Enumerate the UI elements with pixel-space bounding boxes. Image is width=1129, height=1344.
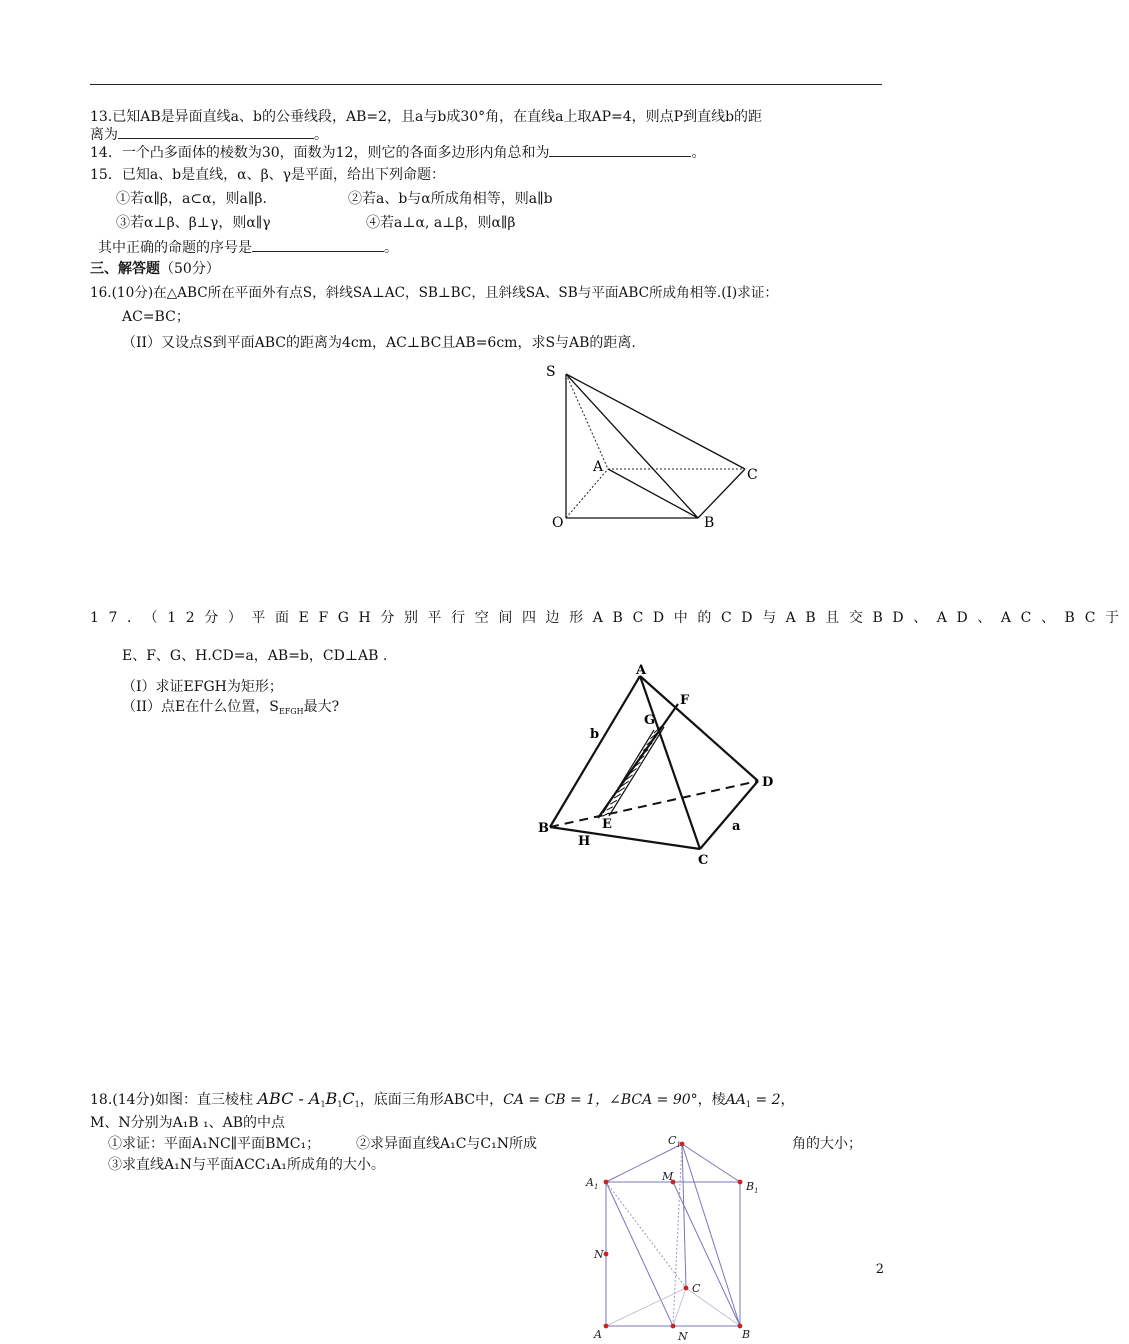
q18-part3: ③求直线A₁N与平面ACC₁A₁所成角的大小。 — [108, 1157, 385, 1173]
q18-line1: 18.(14分)如图：直三棱柱 ABC - $A_1B_1C_1$，底面三角形ABC中，CA = CB = 1，∠BCA = 90°，棱$AA_1 = 2$， — [90, 1089, 795, 1109]
q15-ask: 其中正确的命题的序号是 。 — [98, 240, 398, 256]
q17-part2: （II）点E在什么位置，$S_{EFGH}$最大? — [122, 699, 340, 716]
q17-part1: （I）求证EFGH为矩形； — [122, 679, 283, 695]
label-O: O — [552, 515, 564, 531]
point-B1 — [738, 1180, 743, 1185]
q14-blank — [549, 143, 691, 157]
label-G: G — [644, 713, 656, 728]
q15-prop3: ③若α⊥β、β⊥γ，则α∥γ — [116, 215, 271, 231]
q17-line1: 17．（12分）平面EFGH分别平行空间四边形ABCD中的CD与AB且交BD、AD、AC、BC于 — [90, 610, 1129, 626]
hatch-line — [607, 807, 613, 810]
q13-line1: 13.已知AB是异面直线a、b的公垂线段，AB=2，且a与b成30°角，在直线a上取AP=4，则点P到直线b的距 — [90, 109, 763, 125]
label-B: B — [538, 821, 549, 836]
page-number: 2 — [875, 1262, 884, 1277]
q17-line2: E、F、G、H.CD=a，AB=b，CD⊥AB . — [122, 648, 388, 664]
q13-line2: 离为 。 — [90, 127, 328, 143]
q15-prop4: ④若a⊥α, a⊥β，则α∥β — [366, 215, 516, 231]
label-A: A — [593, 459, 604, 475]
q16-figure — [540, 360, 770, 540]
label-A: A — [636, 663, 647, 678]
label-B1: $B_1$ — [746, 1180, 759, 1195]
point-N — [671, 1324, 676, 1329]
q16-line1: 16.(10分)在△ABC所在平面外有点S，斜线SA⊥AC，SB⊥BC，且斜线SA、SB与平面ABC所成角相等.(I)求证： — [90, 285, 779, 301]
q15-prop2: ②若a、b与α所成角相等，则a∥b — [348, 191, 553, 207]
label-C: C — [747, 467, 758, 483]
label-E: E — [602, 817, 612, 832]
label-a: a — [732, 819, 741, 834]
label-C: C — [692, 1282, 701, 1295]
label-M: M — [662, 1170, 674, 1183]
q15-stem: 15．已知a、b是直线，α、β、γ是平面，给出下列命题： — [90, 167, 446, 183]
header-rule — [90, 84, 882, 85]
section-title: 三、解答题（50分） — [90, 261, 220, 277]
label-b: b — [590, 727, 600, 742]
q18-part1: ①求证：平面A₁NC∥平面BMC₁； — [108, 1136, 321, 1152]
q17-figure — [530, 660, 790, 870]
hatch-line — [603, 813, 609, 816]
q14-line: 14．一个凸多面体的棱数为30，面数为12，则它的各面多边形内角总和为 。 — [90, 145, 706, 161]
q18-line2: M、N分别为A₁B ₁、AB的中点 — [90, 1115, 286, 1131]
hatched-section — [603, 724, 664, 816]
label-D: D — [762, 775, 774, 790]
q18-figure — [580, 1130, 780, 1344]
label-C1: $C_1$ — [668, 1134, 681, 1149]
label-A: A — [594, 1328, 602, 1341]
q15-blank — [252, 238, 384, 252]
label-N: N — [678, 1330, 688, 1343]
q13-blank — [118, 125, 314, 139]
point-A — [604, 1324, 609, 1329]
q16-line3: （II）又设点S到平面ABC的距离为4cm，AC⊥BC且AB=6cm，求S与AB的距离. — [122, 335, 636, 351]
q15-prop1: ①若α∥β，a⊂α，则a∥β. — [116, 191, 267, 207]
label-N-side: N — [594, 1248, 604, 1261]
q16-line2: AC=BC； — [122, 309, 190, 325]
point-C — [684, 1286, 689, 1291]
point-N-side — [604, 1252, 609, 1257]
q18-part2: ②求异面直线A₁C与C₁N所成 — [356, 1136, 538, 1152]
point-A1 — [604, 1180, 609, 1185]
label-S: S — [546, 364, 556, 380]
label-B: B — [742, 1328, 751, 1341]
q18-part2-end: 角的大小； — [792, 1136, 862, 1152]
label-H: H — [578, 834, 591, 849]
label-A1: $A_1$ — [586, 1176, 599, 1191]
label-B: B — [704, 515, 715, 531]
label-C: C — [698, 853, 709, 868]
label-F: F — [680, 693, 690, 708]
